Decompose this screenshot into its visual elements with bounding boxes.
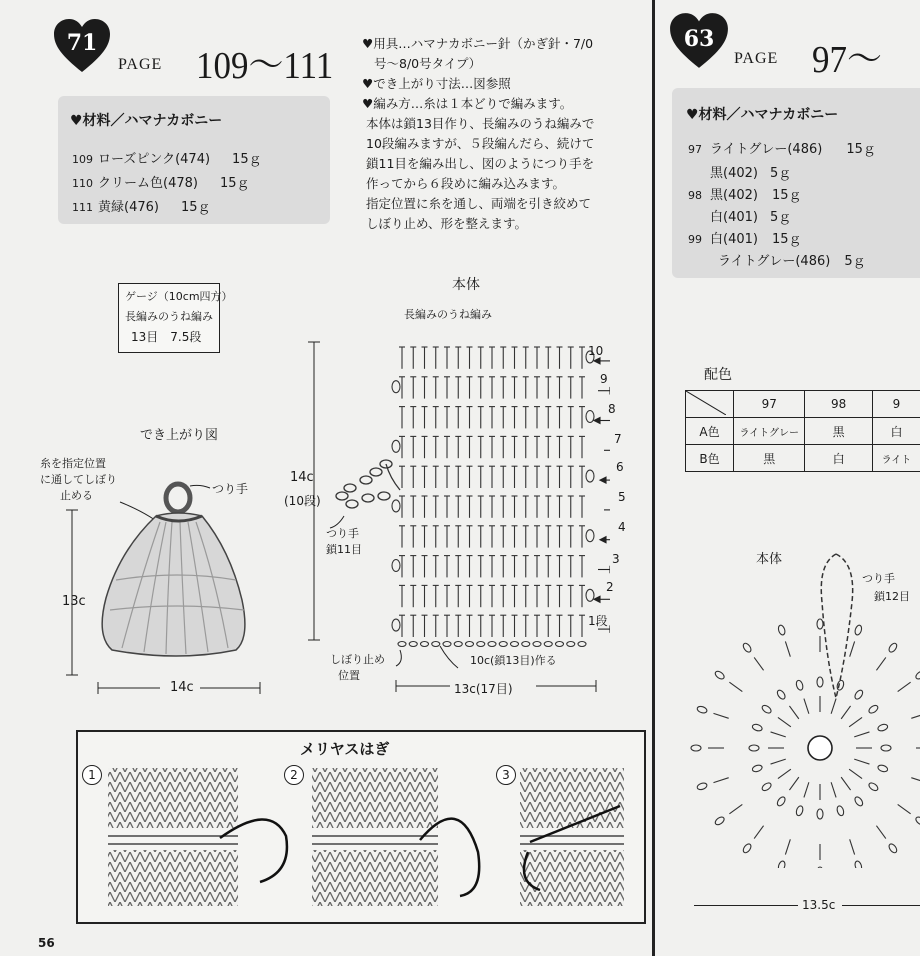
round-stitch: [714, 670, 726, 681]
round-stitch: [841, 706, 850, 719]
row-label: 8: [608, 402, 616, 416]
turning-chain: [392, 500, 400, 512]
round-stitch: [850, 839, 855, 854]
foundation-chain: [432, 642, 440, 647]
meriyasu-diagrams: [100, 762, 640, 912]
gauge-box: [118, 283, 233, 353]
material-line: 109 ローズピンク(474) 15ｇ: [72, 152, 262, 167]
table-header: 97: [734, 391, 805, 418]
row-label: 4: [618, 520, 626, 534]
right-width-dimension: [694, 905, 798, 906]
foundation-chain: [398, 642, 406, 647]
round-stitch: [789, 706, 798, 719]
handle-chain-label: つり手 鎖11目: [326, 527, 362, 556]
round-stitch: [898, 682, 911, 691]
right-body-title: 本体: [756, 552, 783, 567]
round-stitch: [849, 717, 862, 726]
foundation-chain: [421, 642, 429, 647]
foundation-chain: [454, 642, 462, 647]
finished-note: 糸を指定位置 に通してしぼり 止める: [40, 457, 117, 502]
round-stitch: [853, 689, 864, 701]
round-stitch: [771, 759, 786, 764]
material-line: 98 黒(402) 15ｇ: [688, 188, 802, 203]
round-stitch: [776, 689, 787, 701]
foundation-chain: [499, 642, 507, 647]
round-stitch: [754, 657, 763, 670]
row-label: 1段: [588, 614, 608, 628]
materials-title: ♥材料／ハマナカボニー: [686, 107, 839, 123]
material-line: 111 黄緑(476) 15ｇ: [72, 200, 211, 215]
body-width-label: 13c(17目): [454, 682, 513, 696]
round-stitch: [876, 657, 885, 670]
round-stitch: [915, 816, 920, 827]
round-stitch: [854, 860, 863, 868]
foundation-chain: [533, 642, 541, 647]
right-handle-label: つり手 鎖12目: [862, 572, 910, 603]
row-label: 9: [600, 372, 608, 386]
turning-chain: [586, 411, 594, 423]
table-row: B色 黒 白 ライト: [686, 445, 920, 472]
page-number: 56: [38, 936, 55, 950]
right-width-label: 13.5c: [802, 898, 836, 912]
material-line: 110 クリーム色(478) 15ｇ: [72, 176, 250, 191]
round-stitch: [911, 778, 920, 783]
row-label: 6: [616, 460, 624, 474]
step-number: 2: [284, 765, 304, 785]
foundation-chain: [578, 642, 586, 647]
page-divider: [652, 0, 655, 956]
round-stitch: [831, 782, 836, 797]
round-stitch: [776, 796, 787, 808]
round-stitch: [868, 704, 880, 715]
round-stitch: [849, 769, 862, 778]
cinch-label: しぼり止め 位置: [330, 653, 385, 682]
round-stitch: [742, 843, 753, 855]
foundation-chain: [477, 642, 485, 647]
page-word: PAGE: [734, 50, 779, 67]
body-title: 本体: [452, 277, 480, 293]
round-stitch: [729, 804, 742, 813]
gauge-count: 13目 7.5段: [131, 330, 202, 344]
chain-start-label: 10c(鎖13目)作る: [470, 654, 557, 667]
round-stitch: [911, 713, 920, 718]
round-stitch: [713, 778, 728, 783]
turning-chain: [392, 619, 400, 631]
round-stitch: [836, 680, 845, 691]
row-arrow-head: [594, 596, 600, 602]
material-line: 99 白(401) 15ｇ: [688, 232, 802, 247]
foundation-chain: [443, 642, 451, 647]
round-stitch: [836, 805, 845, 816]
foundation-chain: [544, 642, 552, 647]
round-stitch: [714, 816, 726, 827]
finished-bag-illustration: [60, 470, 280, 700]
round-stitch: [854, 624, 863, 635]
round-stitch: [854, 759, 869, 764]
round-stitch: [817, 619, 823, 629]
instructions: ♥用具…ハマナカボニー針（かぎ針・7/0 号〜8/0号タイプ） ♥でき上がり寸法…図参照 ♥編み方…糸は１本どりで編みます。 本体は鎖13目作り、長編みのうね編みで 10段編みますが、５段編んだら、続けて 鎖11目を編み出し、図のようにつり手を 作ってから６段めに編み込みます。 指定位置に糸を通し、両端を引き絞めて しぼり止め、形を整えます。: [362, 36, 595, 231]
round-stitch: [877, 764, 888, 773]
pattern-number: 71: [66, 30, 98, 56]
round-stitch: [789, 777, 798, 790]
row-label: 5: [618, 490, 626, 504]
page-range: 109〜111: [196, 45, 334, 87]
table-row: A色 ライトグレー 黒 白: [686, 418, 920, 445]
round-stitch: [778, 717, 791, 726]
body-subtitle: 長編みのうね編み: [404, 308, 492, 321]
table-corner: [686, 391, 734, 418]
color-scheme-title: 配色: [704, 367, 732, 383]
round-stitch: [742, 642, 753, 654]
pattern-number: 63: [683, 26, 715, 52]
round-stitch: [888, 843, 899, 855]
bag-width-label: 14c: [170, 680, 194, 695]
round-stitch: [771, 732, 786, 737]
round-stitch: [817, 677, 823, 687]
material-line: 白(401) 5ｇ: [710, 210, 792, 225]
round-stitch: [831, 699, 836, 714]
material-line: ライトグレー(486) 5ｇ: [718, 254, 866, 269]
turning-chain: [586, 589, 594, 601]
row-label: 7: [614, 432, 622, 446]
row-arrow-head: [594, 418, 600, 424]
round-stitch: [898, 804, 911, 813]
round-stitch: [853, 796, 864, 808]
round-stitch: [804, 699, 809, 714]
gauge-stitch: 長編みのうね編み: [125, 310, 213, 323]
foundation-chain: [488, 642, 496, 647]
round-stitch: [915, 670, 920, 681]
round-stitch: [778, 769, 791, 778]
materials-title: ♥材料／ハマナカボニー: [70, 113, 223, 129]
round-stitch: [696, 705, 707, 714]
round-stitch: [754, 826, 763, 839]
round-stitch: [691, 745, 701, 751]
round-stitch: [752, 764, 763, 773]
page-range: 97〜: [812, 39, 882, 81]
round-stitch: [854, 732, 869, 737]
round-stitch: [713, 713, 728, 718]
step-number: 3: [496, 765, 516, 785]
round-stitch: [749, 745, 759, 751]
round-stitch: [888, 642, 899, 654]
material-line: 黒(402) 5ｇ: [710, 166, 792, 181]
row-label: 2: [606, 580, 614, 594]
round-stitch: [785, 839, 790, 854]
gauge-title: ゲージ（10cm四方）: [125, 290, 233, 303]
round-stitch: [881, 745, 891, 751]
body-height-rows: (10段): [284, 494, 321, 508]
bag-height-label: 13c: [62, 594, 86, 609]
round-stitch: [777, 860, 786, 868]
round-stitch: [876, 826, 885, 839]
foundation-chain: [511, 642, 519, 647]
round-stitch: [795, 805, 804, 816]
body-height-label: 14c: [290, 470, 314, 485]
round-stitch: [696, 782, 707, 791]
round-stitch: [777, 624, 786, 635]
round-stitch: [785, 641, 790, 656]
meriyasu-title: メリヤスはぎ: [300, 740, 390, 758]
round-stitch: [817, 809, 823, 819]
foundation-chain: [522, 642, 530, 647]
table-header: 98: [805, 391, 873, 418]
turning-chain: [392, 381, 400, 393]
right-width-dimension: [842, 905, 920, 906]
row-label: 3: [612, 552, 620, 566]
round-stitch: [850, 641, 855, 656]
foundation-chain: [556, 642, 564, 647]
row-arrow-head: [600, 537, 606, 543]
color-scheme-table: [685, 390, 920, 472]
page-word: PAGE: [118, 56, 163, 73]
round-stitch: [729, 682, 742, 691]
turning-chain: [392, 440, 400, 452]
foundation-chain: [567, 642, 575, 647]
round-stitch: [868, 781, 880, 792]
round-stitch: [761, 704, 773, 715]
round-crochet-chart: [686, 548, 920, 868]
step-number: 1: [82, 765, 102, 785]
row-arrow-head: [600, 477, 606, 483]
turning-chain: [392, 560, 400, 572]
foundation-chain: [466, 642, 474, 647]
round-stitch: [804, 782, 809, 797]
row-label: 10: [588, 344, 604, 358]
material-line: 97 ライトグレー(486) 15ｇ: [688, 142, 876, 157]
round-stitch: [841, 777, 850, 790]
finished-title: でき上がり図: [140, 428, 219, 443]
turning-chain: [586, 530, 594, 542]
round-stitch: [752, 723, 763, 732]
row-arrow-head: [594, 358, 600, 364]
table-header: 9: [872, 391, 920, 418]
handle-label: つり手: [212, 482, 249, 496]
round-stitch: [817, 867, 823, 868]
round-stitch: [877, 723, 888, 732]
turning-chain: [586, 470, 594, 482]
foundation-chain: [409, 642, 417, 647]
round-stitch: [761, 781, 773, 792]
round-stitch: [795, 680, 804, 691]
